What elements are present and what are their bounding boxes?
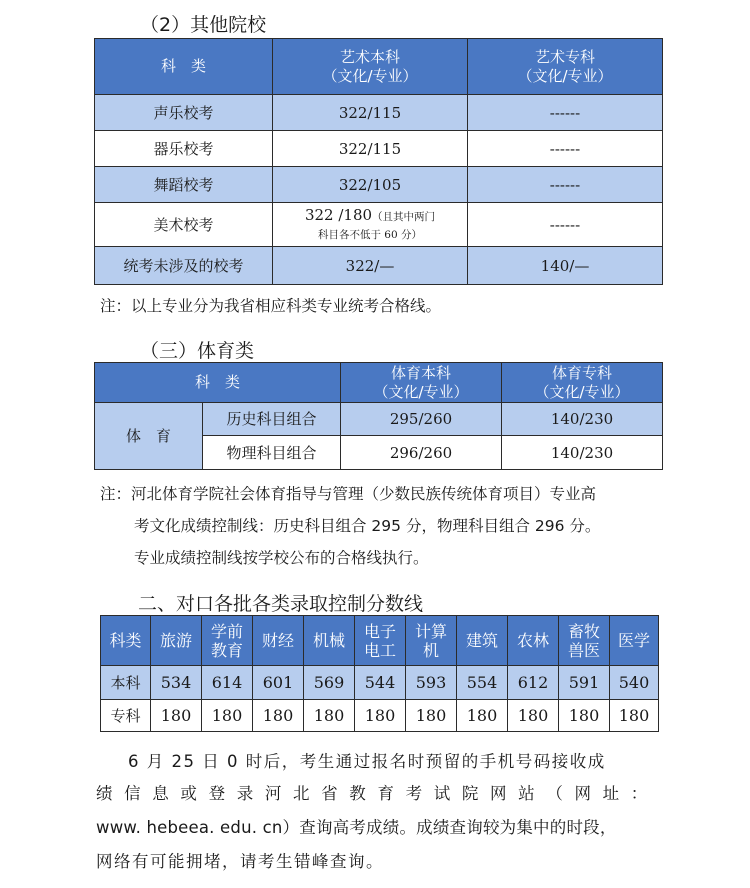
- score-cell: 180: [610, 700, 659, 732]
- cell-value: 322/—: [273, 247, 468, 285]
- score-cell: 180: [202, 700, 253, 732]
- cell-value: ------: [468, 167, 663, 203]
- row-label: 美术校考: [95, 203, 273, 247]
- score-cell: 180: [253, 700, 304, 732]
- score-cell: 534: [151, 666, 202, 700]
- row-label: 历史科目组合: [203, 403, 341, 436]
- cell-value: 140/230: [502, 436, 663, 470]
- note-art: 注：以上专业分为我省相应科类专业统考合格线。: [100, 297, 442, 315]
- score-cell: 612: [508, 666, 559, 700]
- cell-value: ------: [468, 131, 663, 167]
- header-category: 科 类: [95, 363, 341, 403]
- row-label: 专科: [101, 700, 151, 732]
- cell-value: 296/260: [341, 436, 502, 470]
- cell-value: 140/—: [468, 247, 663, 285]
- header-category: 科 类: [95, 39, 273, 95]
- vocational-score-table: [100, 615, 659, 732]
- score-cell: 591: [559, 666, 610, 700]
- closing-line4: 网络有可能拥堵，请考生错峰查询。: [96, 852, 384, 871]
- header-cell: 医学: [610, 616, 659, 666]
- section-heading-sports: （三）体育类: [140, 340, 255, 362]
- header-cell: 机械: [304, 616, 355, 666]
- header-sports-associate: 体育专科 （文化/专业）: [502, 363, 663, 403]
- header-sports-bachelor: 体育本科 （文化/专业）: [341, 363, 502, 403]
- cell-value: 140/230: [502, 403, 663, 436]
- cell-value: 295/260: [341, 403, 502, 436]
- row-label: 器乐校考: [95, 131, 273, 167]
- note-sports-line3: 专业成绩控制线按学校公布的合格线执行。: [134, 549, 429, 567]
- score-cell: 614: [202, 666, 253, 700]
- header-cell: 科类: [101, 616, 151, 666]
- header-cell: 财经: [253, 616, 304, 666]
- header-art-associate: 艺术专科 （文化/专业）: [468, 39, 663, 95]
- note-sports-line2: 考文化成绩控制线：历史科目组合 295 分，物理科目组合 296 分。: [134, 517, 601, 535]
- score-cell: 554: [457, 666, 508, 700]
- header-cell: 电子 电工: [355, 616, 406, 666]
- header-cell: 建筑: [457, 616, 508, 666]
- closing-line1: 6 月 25 日 0 时后，考生通过报名时预留的手机号码接收成: [128, 752, 606, 771]
- cell-value: 322/115: [273, 95, 468, 131]
- cell-value: 322/105: [273, 167, 468, 203]
- score-cell: 180: [304, 700, 355, 732]
- art-other-schools-table: [94, 38, 663, 285]
- row-label: 本科: [101, 666, 151, 700]
- score-cell: 593: [406, 666, 457, 700]
- header-art-bachelor: 艺术本科 （文化/专业）: [273, 39, 468, 95]
- header-cell: 计算 机: [406, 616, 457, 666]
- score-cell: 180: [406, 700, 457, 732]
- header-cell: 学前 教育: [202, 616, 253, 666]
- cell-value: 322/115: [273, 131, 468, 167]
- section-heading-vocational: 二、对口各批各类录取控制分数线: [138, 593, 424, 615]
- cell-value: ------: [468, 95, 663, 131]
- row-label: 声乐校考: [95, 95, 273, 131]
- score-cell: 601: [253, 666, 304, 700]
- score-cell: 180: [151, 700, 202, 732]
- section-heading-other-schools: （2）其他院校: [140, 14, 267, 36]
- score-cell: 180: [508, 700, 559, 732]
- row-label: 统考未涉及的校考: [95, 247, 273, 285]
- note-sports-line1: 注：河北体育学院社会体育指导与管理（少数民族传统体育项目）专业高: [100, 485, 597, 503]
- score-cell: 544: [355, 666, 406, 700]
- header-cell: 农林: [508, 616, 559, 666]
- score-cell: 180: [355, 700, 406, 732]
- score-cell: 180: [457, 700, 508, 732]
- sports-table: [94, 362, 663, 470]
- score-cell: 540: [610, 666, 659, 700]
- closing-line3: www. hebeea. edu. cn）查询高考成绩。成绩查询较为集中的时段，: [96, 818, 617, 837]
- header-cell: 畜牧 兽医: [559, 616, 610, 666]
- closing-line2: 绩 信 息 或 登 录 河 北 省 教 育 考 试 院 网 站 （ 网 址 ：: [96, 784, 651, 803]
- group-label: 体 育: [95, 403, 203, 470]
- cell-value: 322 /180（且其中两门 科目各不低于 60 分）: [273, 203, 468, 247]
- header-cell: 旅游: [151, 616, 202, 666]
- row-label: 舞蹈校考: [95, 167, 273, 203]
- row-label: 物理科目组合: [203, 436, 341, 470]
- score-cell: 180: [559, 700, 610, 732]
- cell-value: ------: [468, 203, 663, 247]
- score-cell: 569: [304, 666, 355, 700]
